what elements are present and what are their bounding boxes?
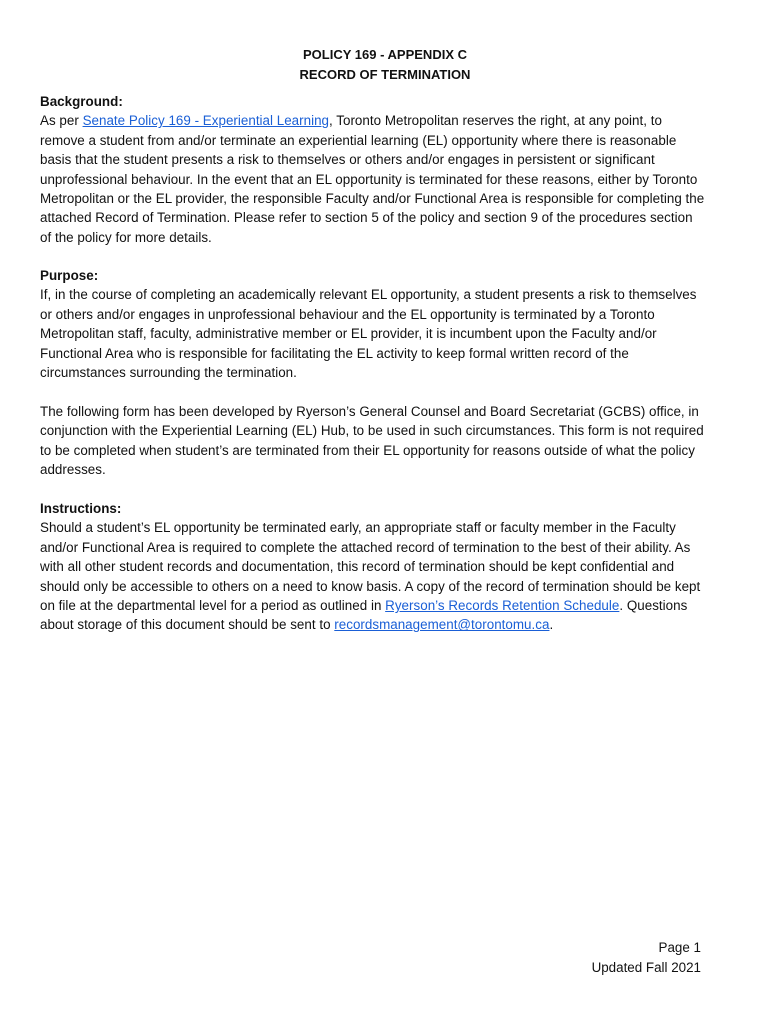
- instructions-text-end: .: [549, 617, 554, 633]
- instructions-text-middle: . Questions about storage of this document should be sent to: [40, 598, 688, 633]
- purpose-paragraph-2-block: [40, 402, 705, 480]
- purpose-paragraph-1: If, in the course of completing an academically relevant EL opportunity, a student presents a risk to themselves or others and/or engages in unprofessional behaviour and the EL opportunity is terminated by a Toronto Metropolitan staff, faculty, administrative member or EL provider, it is incumbent upon the Faculty and/or Functional Area who is responsible for facilitating the EL activity to keep formal written record of the circumstances surrounding the termination.: [40, 287, 697, 381]
- purpose-section: [40, 266, 705, 382]
- instructions-section: [40, 499, 705, 635]
- background-paragraph: [40, 111, 705, 247]
- purpose-heading: Purpose:: [40, 268, 99, 283]
- purpose-paragraph-2: The following form has been developed by Ryerson’s General Counsel and Board Secretariat (GCBS) office, in conjunction with the Experiential Learning (EL) Hub, to be used in such circumstances. This form is not required to be completed when student’s are terminated from their EL opportunity for reasons outside of what the policy addresses.: [40, 404, 704, 478]
- title-line-1: POLICY 169 - APPENDIX C: [303, 47, 467, 62]
- senate-policy-link[interactable]: Senate Policy 169 - Experiential Learning: [82, 113, 330, 129]
- background-text-start: As per: [40, 113, 83, 129]
- instructions-heading: Instructions:: [40, 501, 122, 516]
- records-retention-link[interactable]: Ryerson’s Records Retention Schedule: [385, 598, 620, 614]
- background-heading: Background:: [40, 94, 123, 109]
- background-text-rest: , Toronto Metropolitan reserves the right, at any point, to remove a student from and/or terminate an experiential learning (EL) opportunity where there is reasonable basis that the student presents a risk to themselves or others and/or engages in persistent or significant unprofessional behaviour. In the event that an EL opportunity is terminated for these reasons, either by Toronto Metropolitan or the EL provider, the responsible Faculty and/or Functional Area is responsible for completing the attached Record of Termination. Please refer to section 5 of the policy and section 9 of the procedures section of the policy for more details.: [40, 113, 705, 245]
- records-email-link[interactable]: recordsmanagement@torontomu.ca: [334, 617, 550, 633]
- updated-date: Updated Fall 2021: [591, 960, 701, 975]
- background-section: [40, 92, 705, 247]
- page-footer: [592, 938, 701, 978]
- page-number: Page 1: [658, 940, 701, 955]
- page-title: [0, 45, 770, 85]
- instructions-paragraph: [40, 518, 705, 634]
- title-line-2: RECORD OF TERMINATION: [299, 67, 471, 82]
- instructions-text-start: Should a student’s EL opportunity be terminated early, an appropriate staff or faculty member in the Faculty and/or Functional Area is required to complete the attached record of termination to the best of their ability. As with all other student records and documentation, this record of termination should be kept confidential and should only be accessible to others on a need to know basis. A copy of the record of termination should be kept on file at the departmental level for a period as outlined in: [40, 520, 701, 614]
